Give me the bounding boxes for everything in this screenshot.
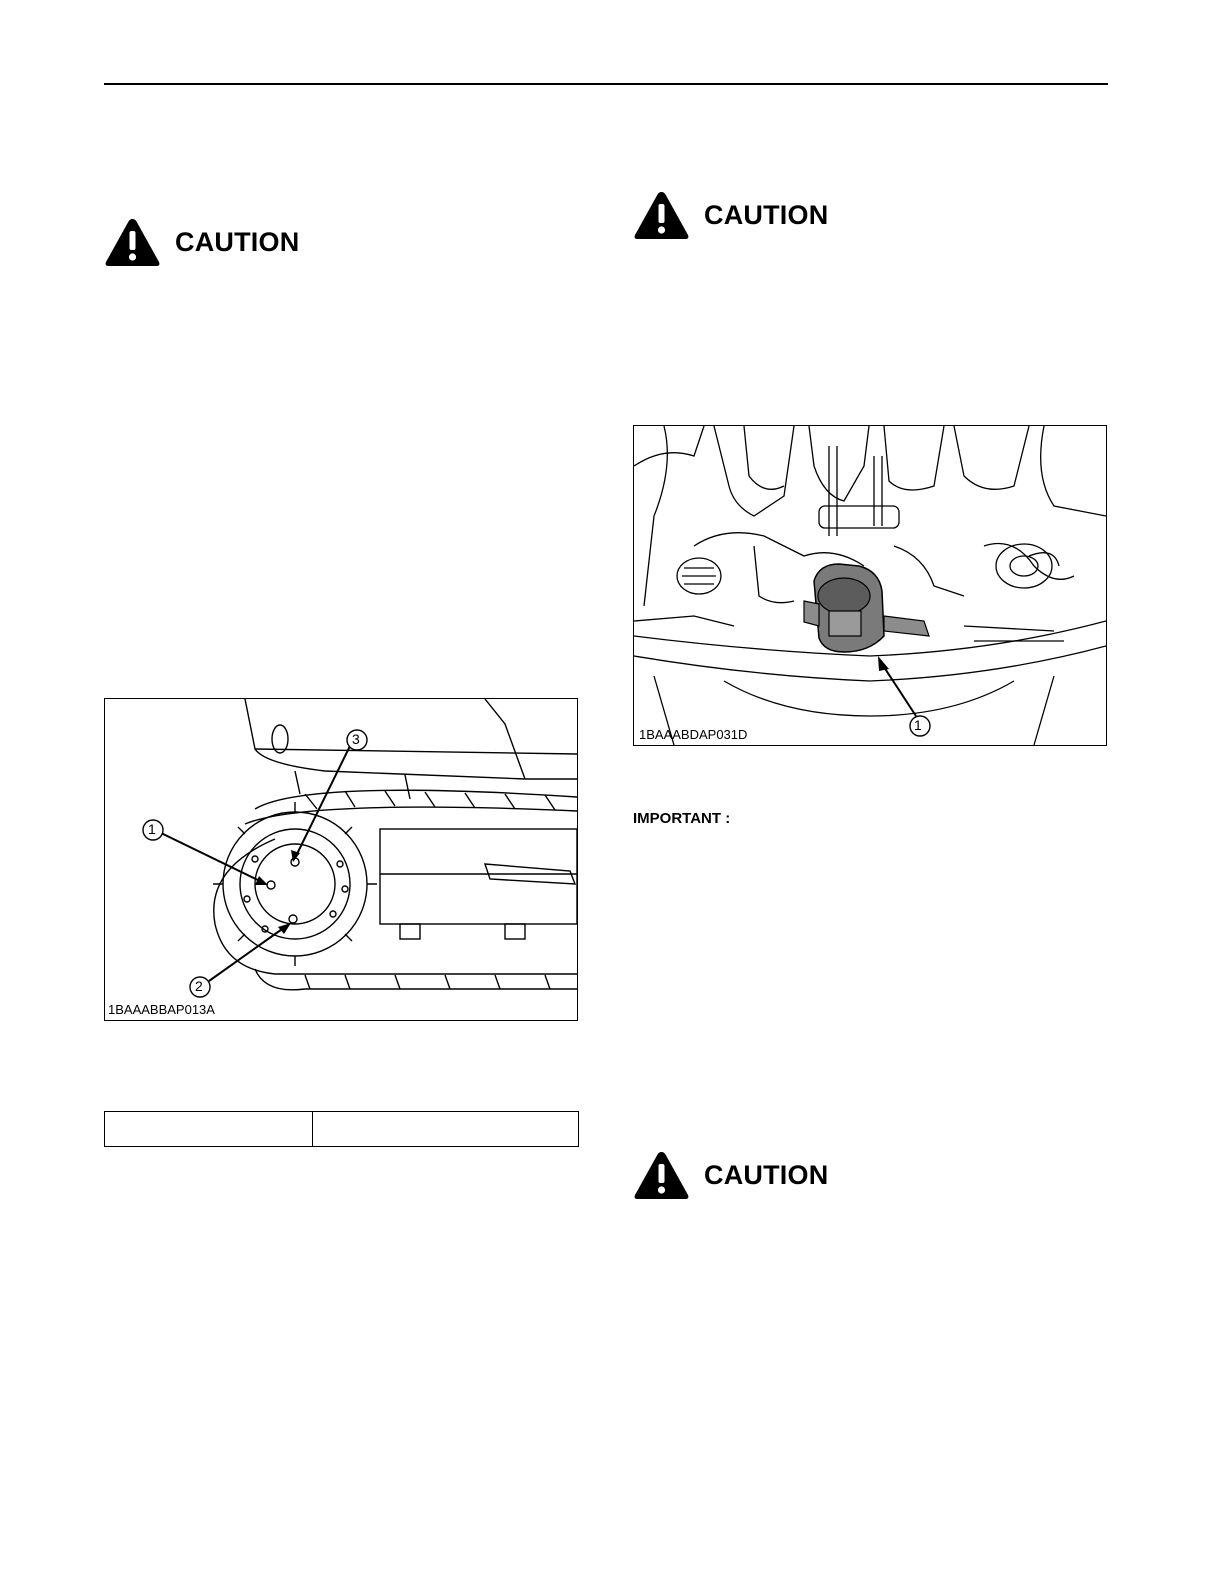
callout-2: 2 — [195, 978, 203, 994]
engine-fuel-filter-figure — [633, 425, 1107, 746]
table-cell — [313, 1112, 579, 1147]
figure-code: 1BAAABBAP013A — [108, 1002, 215, 1017]
track-sprocket-figure — [104, 698, 578, 1021]
engine-illustration — [634, 426, 1106, 745]
caution-label: CAUTION — [704, 200, 829, 230]
warning-triangle-icon — [104, 217, 161, 268]
caution-heading-right-bottom — [633, 1150, 828, 1201]
figure-code: 1BAAABDAP031D — [639, 727, 748, 742]
warning-triangle-icon — [633, 190, 690, 241]
caution-heading-right-top — [633, 190, 828, 241]
callout-3: 3 — [352, 731, 360, 747]
warning-triangle-icon — [633, 1150, 690, 1201]
callout-1: 1 — [148, 821, 156, 837]
track-illustration — [105, 699, 577, 1020]
table-row — [105, 1112, 579, 1147]
important-label: IMPORTANT : — [633, 810, 731, 827]
header-rule — [104, 83, 1108, 85]
spec-table — [104, 1111, 579, 1147]
caution-label: CAUTION — [704, 1160, 829, 1190]
caution-heading-left — [104, 217, 299, 268]
callout-1: 1 — [914, 717, 922, 733]
table-cell — [105, 1112, 313, 1147]
caution-label: CAUTION — [175, 227, 300, 257]
